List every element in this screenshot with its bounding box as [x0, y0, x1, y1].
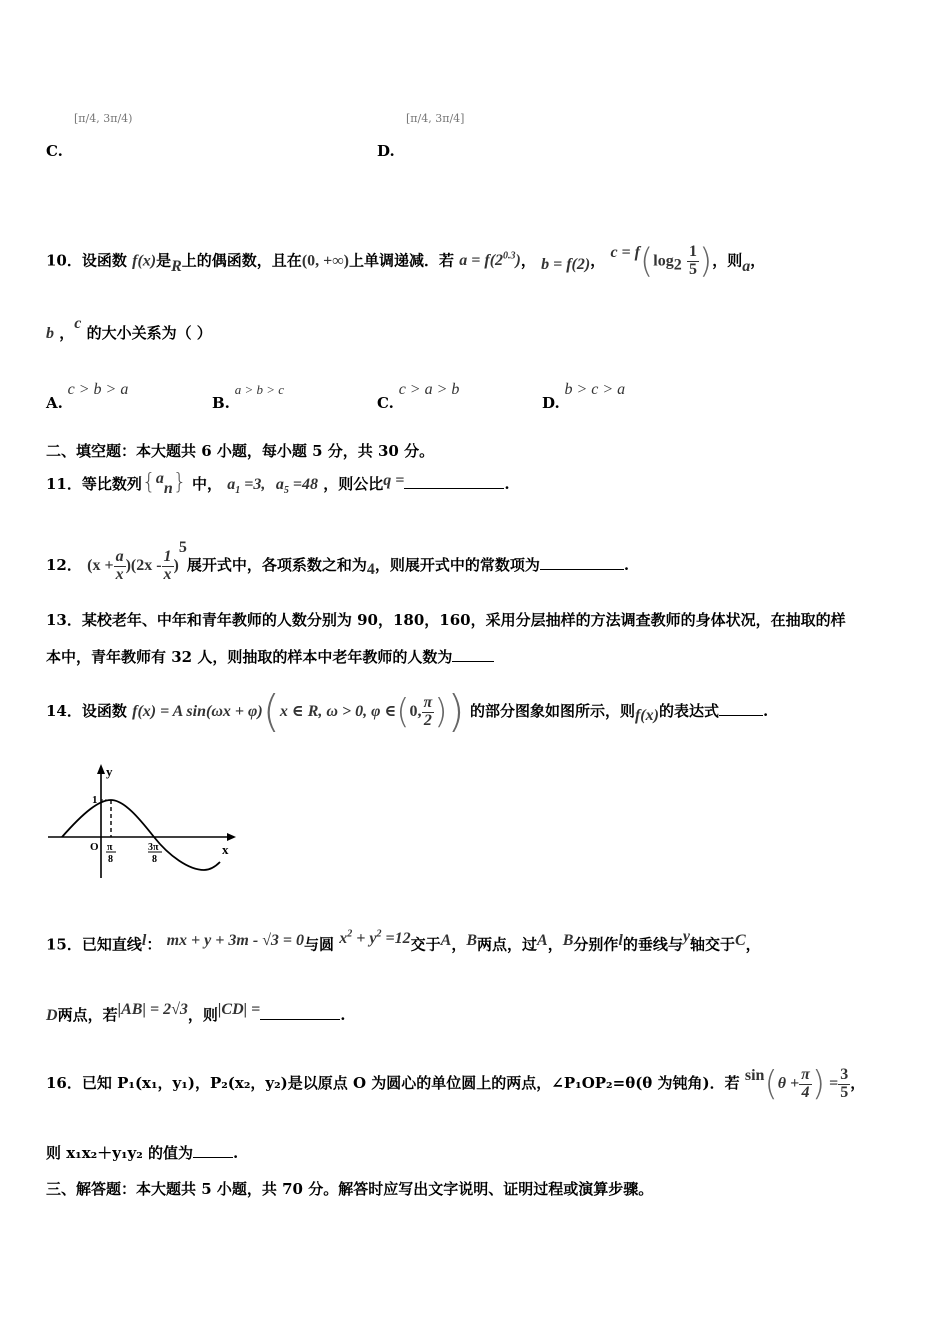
x-axis-label: x	[222, 842, 229, 857]
q10-option-b: B. a > b > c	[212, 382, 285, 412]
question-15-line2: D两点，若|AB| = 2√3，则|CD| = .	[46, 1001, 346, 1024]
y-axis-label: y	[106, 764, 113, 779]
amplitude-label: 1	[92, 794, 98, 806]
question-10-line2: b ，c 的大小关系为（ ）	[46, 315, 212, 342]
section-3-heading: 三、解答题：本大题共 5 小题，共 70 分。解答时应写出文字说明、证明过程或演算步骤。	[46, 1180, 654, 1198]
option-c-label: C.	[46, 142, 63, 160]
tick-3pi-8-num: 3π	[148, 842, 159, 853]
question-16-line1: 16．已知 P₁(x₁，y₁)，P₂(x₂，y₂)是以原点 O 为圆心的单位圆上的两点，∠P₁OP₂=θ(θ 为钝角)．若 sin(θ + $\frac{\pi}{4}$ ) = $\frac{3}{5}$ ，	[46, 1064, 866, 1104]
question-11: 11．等比数列$\{a_n\}$ 中， $a_1 =3$, $a_5 =48$ ，则公比q = .	[46, 470, 510, 497]
option-d-math: [π/4, 3π/4]	[406, 112, 465, 125]
question-10-line1: 10．设函数 f(x)是R上的偶函数，且在(0, +∞)上单调递减．若 $a = f(2^{0.3})$， b = f(2)， $c = f(\log_2$ $\frac{1}{5}$ )，则a，	[46, 241, 766, 282]
origin-label: O	[90, 841, 99, 853]
question-16-line2: 则 x₁x₂＋y₁y₂ 的值为 .	[46, 1144, 239, 1162]
tick-pi-8-den: 8	[108, 854, 113, 865]
question-14: 14．设函数 f(x) = A sin(ωx + φ)(x ∈ R, ω > 0, φ ∈(0, $\frac{\pi}{2}$ )) 的部分图象如图所示，则f(x)的表达式 .	[46, 686, 769, 737]
option-d-label: D.	[377, 142, 395, 160]
option-c-math: [π/4, 3π/4)	[74, 112, 133, 125]
q10-option-a: A. c > b > a	[46, 381, 129, 412]
question-13-line2: 本中，青年教师有 32 人，则抽取的样本中老年教师的人数为	[46, 646, 494, 667]
y-axis-arrow	[97, 764, 105, 774]
section-2-heading: 二、填空题：本大题共 6 小题，每小题 5 分，共 30 分。	[46, 442, 435, 460]
question-15-line1: 15．已知直线l： mx + y + 3m - √3 = 0与圆 $x^2 + y^2 =12$交于A，B两点，过A，B分别作l的垂线与y轴交于C，	[46, 928, 761, 954]
question-12: 12． (x + $\frac{a}{x}$ )(2x - $\frac{1}{x}$ )$^5$展开式中，各项系数之和为4，则展开式中的常数项为 .	[46, 539, 630, 583]
q10-option-c: C. c > a > b	[377, 381, 460, 412]
tick-3pi-8-den: 8	[152, 854, 157, 865]
x-axis-arrow	[227, 833, 236, 841]
q10-option-d: D. b > c > a	[542, 381, 626, 412]
sine-curve	[62, 800, 220, 870]
sine-graph	[44, 760, 244, 885]
tick-pi-8-num: π	[107, 842, 113, 853]
question-13-line1: 13．某校老年、中年和青年教师的人数分别为 90，180，160，采用分层抽样的方法调查教师的身体状况，在抽取的样	[46, 611, 846, 629]
